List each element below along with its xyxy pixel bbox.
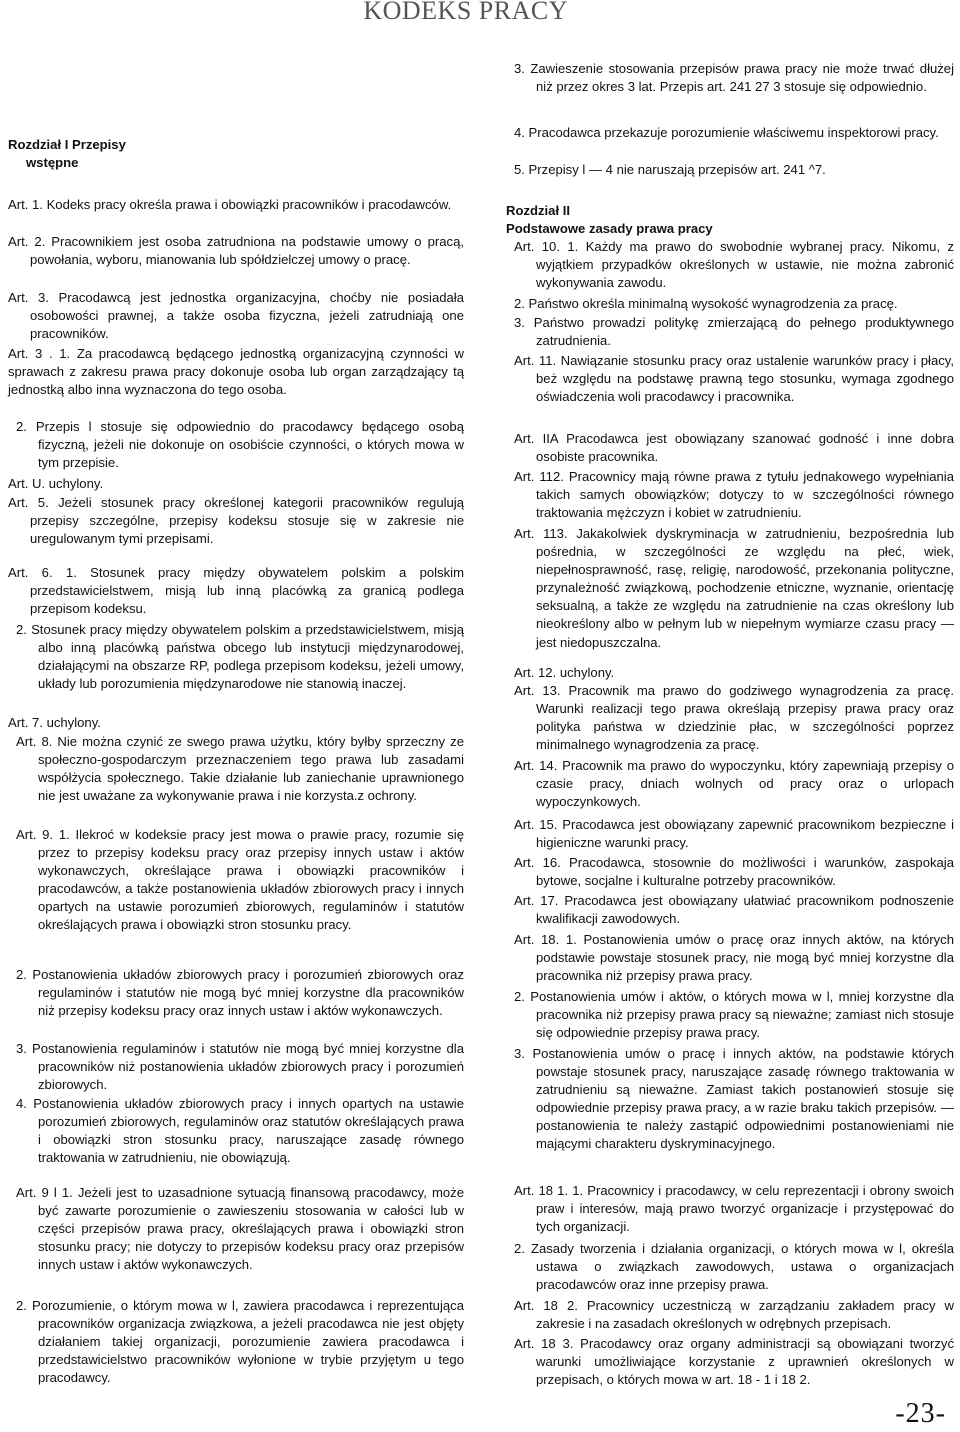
article-12: Art. 12. uchylony. [514, 665, 615, 680]
article-10-par-3: 3. Państwo prowadzi politykę zmierzającą do pełnego produktywnego zatrudnienia. [514, 315, 954, 349]
article-15: Art. 15. Pracodawca jest obowiązany zapewnić pracownikom bezpieczne i higieniczne warunki pracy. [514, 817, 954, 851]
chapter-title-line1: Rozdział I Przepisy [8, 137, 126, 152]
article-2: Art. 2. Pracownikiem jest osoba zatrudniona na podstawie umowy o pracą, powołania, wyboru, mianowania lub spółdzielczej umowy o pracę. [8, 234, 464, 268]
chapter-heading-2 [506, 202, 954, 238]
article-18-1-par-2: 2. Zasady tworzenia i działania organizacji, o których mowa w l, określa ustawa o związkach zawodowych, ustawa o organizacjach pracodawców oraz inne przepisy prawa. [514, 1241, 954, 1293]
article-9-par-1: Art. 9. 1. Ilekroć w kodeksie pracy jest mowa o prawie pracy, rozumie się przez to przepisy kodeksu pracy oraz przepisy innych ustaw i aktów wykonawczych, określające prawa i obowiązki pracowników i pracodawców, a także postanowienia układów zbiorowych pracy i innych opartych na ustawie porozumień zbiorowych, regulaminów i statutów określających prawa i obowiązki stron stosunku pracy. [16, 827, 464, 933]
article-10-par-1: Art. 10. 1. Każdy ma prawo do swobodnie wybranej pracy. Nikomu, z wyjątkiem przypadków określonych w ustawie, nie można zabronić wykonywania zawodu. [514, 239, 954, 291]
article-9-par-2: 2. Postanowienia układów zbiorowych pracy i porozumień zbiorowych oraz regulaminów i statutów nie mogą być mniej korzystne dla pracowników niż przepisy kodeksu pracy oraz innych ustaw i aktów wykonawczych. [16, 967, 464, 1019]
article-11a: Art. IIA Pracodawca jest obowiązany szanować godność i inne dobra osobiste pracownika. [514, 431, 954, 465]
article-13: Art. 13. Pracownik ma prawo do godziwego wynagrodzenia za pracę. Warunki realizacji tego prawa określają przepisy prawa pracy oraz polityka państwa w dziedzinie płac, w szczególności poprzez minimalnego wynagrodzenia za pracę. [514, 683, 954, 753]
article-1: Art. 1. Kodeks pracy określa prawa i obowiązki pracowników i pracodawców. [8, 197, 452, 212]
article-17: Art. 17. Pracodawca jest obowiązany ułatwiać pracownikom podnoszenie kwalifikacji zawodowych. [514, 893, 954, 927]
article-6-par-2: 2. Stosunek pracy między obywatelem polskim a przedstawicielstwem, misją albo inną placówką państwa obcego lub instytucji międzynarodowej, działającymi na obszarze RP, podlega przepisom kodeksu, jeżeli umowy, układy lub porozumienia międzynarodowe nie stanowią inaczej. [16, 622, 464, 692]
chapter-title-line2: Podstawowe zasady prawa pracy [506, 221, 713, 237]
article-9-1-par-2: 2. Porozumienie, o którym mowa w l, zawiera pracodawca i reprezentująca pracowników organizacja związkowa, a jeżeli pracodawca nie jest objęty działaniem takiej organizacji, porozumienie zawiera pracodawca i przedstawicielstwo pracowników wyłonione w trybie przyjętym u tego pracodawcy. [16, 1298, 464, 1386]
article-9-1-par-4: 4. Pracodawca przekazuje porozumienie właściwemu inspektorowi pracy. [514, 125, 939, 140]
article-9-1-par-5: 5. Przepisy l — 4 nie naruszają przepisów art. 241 ^7. [514, 162, 826, 177]
article-7: Art. 7. uchylony. [8, 715, 101, 730]
article-11-2: Art. 112. Pracownicy mają równe prawa z tytułu jednakowego wypełniania takich samych obowiązków; dotyczy to w szczególności równego traktowania mężczyzn i kobiet w zatrudnieniu. [514, 469, 954, 521]
article-3: Art. 3. Pracodawcą jest jednostka organizacyjna, choćby nie posiadała osobowości prawnej, a także osoba fizyczna, jeżeli zatrudniają one pracowników. [8, 290, 464, 342]
chapter-title-line2: wstępne [26, 155, 79, 171]
article-5: Art. 5. Jeżeli stosunek pracy określonej kategorii pracowników regulują przepisy szczególne, przepisy kodeksu stosuje się w zakresie nie uregulowanym tymi przepisami. [8, 495, 464, 547]
article-18-par-2: 2. Postanowienia umów i aktów, o których mowa w l, mniej korzystne dla pracownika niż przepisy prawa pracy są nieważne; zamiast nich stosuje się odpowiednie przepisy prawa pracy. [514, 989, 954, 1041]
article-9-1-par-1: Art. 9 l 1. Jeżeli jest to uzasadnione sytuacją finansową pracodawcy, może być zawarte porozumienie o zawieszeniu stosowania w całości lub w części przepisów prawa pracy, określających prawa i obowiązki stron stosunku pracy; nie dotyczy to przepisów kodeksu pracy oraz przepisów innych ustaw i aktów wykonawczych. [16, 1185, 464, 1273]
article-18-2: Art. 18 2. Pracownicy uczestniczą w zarządzaniu zakładem pracy w zakresie i na zasadach określonych w odrębnych przepisach. [514, 1298, 954, 1332]
article-18-1: Art. 18 1. 1. Pracownicy i pracodawcy, w celu reprezentacji i obrony swoich praw i interesów, mają prawo tworzyć organizacje i przystępować do tych organizacji. [514, 1183, 954, 1235]
article-8: Art. 8. Nie można czynić ze swego prawa użytku, który byłby sprzeczny ze społeczno-gospodarczym przeznaczeniem tego prawa lub zasadami współżycia społecznego. Takie działanie lub zaniechanie uprawnionego nie jest uważane za wykonywanie prawa i nie korzysta.z ochrony. [16, 734, 464, 804]
article-18-3: Art. 18 3. Pracodawcy oraz organy administracji są obowiązani tworzyć warunki umożliwiające korzystanie z uprawnień określonych w przepisach, o których mowa w art. 18 - 1 i 18 2. [514, 1336, 954, 1388]
page-number: -23- [895, 1398, 946, 1429]
article-4: Art. U. uchylony. [8, 476, 104, 491]
article-3-1: Art. 3 . 1. Za pracodawcą będącego jednostką organizacyjną czynności w sprawach z zakresu prawa pracy dokonuje osoba lub organ zarządzający tą jednostką albo inna wyznaczona do tego osoba. [8, 346, 464, 398]
article-9-1-par-3: 3. Zawieszenie stosowania przepisów prawa pracy nie może trwać dłużej niż przez okres 3 lat. Przepis art. 241 27 3 stosuje się odpowiednio. [514, 61, 954, 95]
article-11-3: Art. 113. Jakakolwiek dyskryminacja w zatrudnieniu, bezpośrednia lub pośrednia, w szczególności ze względu na płeć, wiek, niepełnosprawność, rasę, religię, narodowość, przekonania polityczne, przynależność związkową, pochodzenie etniczne, wyznanie, orientację seksualną, a także ze względu na zatrudnienie na czas określony lub nieokreślony albo w pełnym lub w niepełnym wymiarze czasu pracy — jest niedopuszczalna. [514, 526, 954, 650]
article-9-par-4: 4. Postanowienia układów zbiorowych pracy i innych opartych na ustawie porozumień zbiorowych, regulaminów oraz statutów określających prawa i obowiązki stron stosunku pracy, naruszające zasadę równego traktowania w zatrudnieniu, nie obowiązują. [16, 1096, 464, 1166]
article-9-par-3: 3. Postanowienia regulaminów i statutów nie mogą być mniej korzystne dla pracowników niż postanowienia układów zbiorowych pracy i porozumień zbiorowych. [16, 1041, 464, 1093]
article-11: Art. 11. Nawiązanie stosunku pracy oraz ustalenie warunków pracy i płacy, beż względu na podstawę prawną tego stosunku, wymaga zgodnego oświadczenia woli pracodawcy i pracownika. [514, 353, 954, 405]
article-18-par-3: 3. Postanowienia umów o pracę i innych aktów, na podstawie których powstaje stosunek pracy, naruszające zasadę równego traktowania w zatrudnieniu są nieważne. Zamiast takich postanowień stosuje się odpowiednie przepisy prawa pracy, a w razie braku takich przepisów. — postanowienia te należy zastąpić odpowiednimi postanowieniami nie mającymi charakteru dyskryminacyjnego. [514, 1046, 954, 1152]
article-6-par-1: Art. 6. 1. Stosunek pracy między obywatelem polskim a polskim przedstawicielstwem, misją lub inną placówką za granicą podlega przepisom kodeksu. [8, 565, 464, 617]
chapter-heading-1 [8, 136, 464, 172]
article-3-1-par-2: 2. Przepis l stosuje się odpowiednio do pracodawcy będącego osobą fizyczną, jeżeli nie dokonuje on osobiście czynności, o których mowa w tym przepisie. [16, 419, 464, 471]
article-18-par-1: Art. 18. 1. Postanowienia umów o pracę oraz innych aktów, na których podstawie powstaje stosunek pracy, nie mogą być mniej korzystne dla pracownika niż przepisy prawa pracy. [514, 932, 954, 984]
article-14: Art. 14. Pracownik ma prawo do wypoczynku, który zapewniają przepisy o czasie pracy, dniach wolnych od pracy oraz o urlopach wypoczynkowych. [514, 758, 954, 810]
article-10-par-2: 2. Państwo określa minimalną wysokość wynagrodzenia za pracę. [514, 296, 898, 311]
chapter-title-line1: Rozdział II [506, 203, 571, 218]
running-header: KODEKS PRACY [363, 0, 568, 25]
article-16: Art. 16. Pracodawca, stosownie do możliwości i warunków, zaspokaja bytowe, socjalne i kulturalne potrzeby pracowników. [514, 855, 954, 889]
